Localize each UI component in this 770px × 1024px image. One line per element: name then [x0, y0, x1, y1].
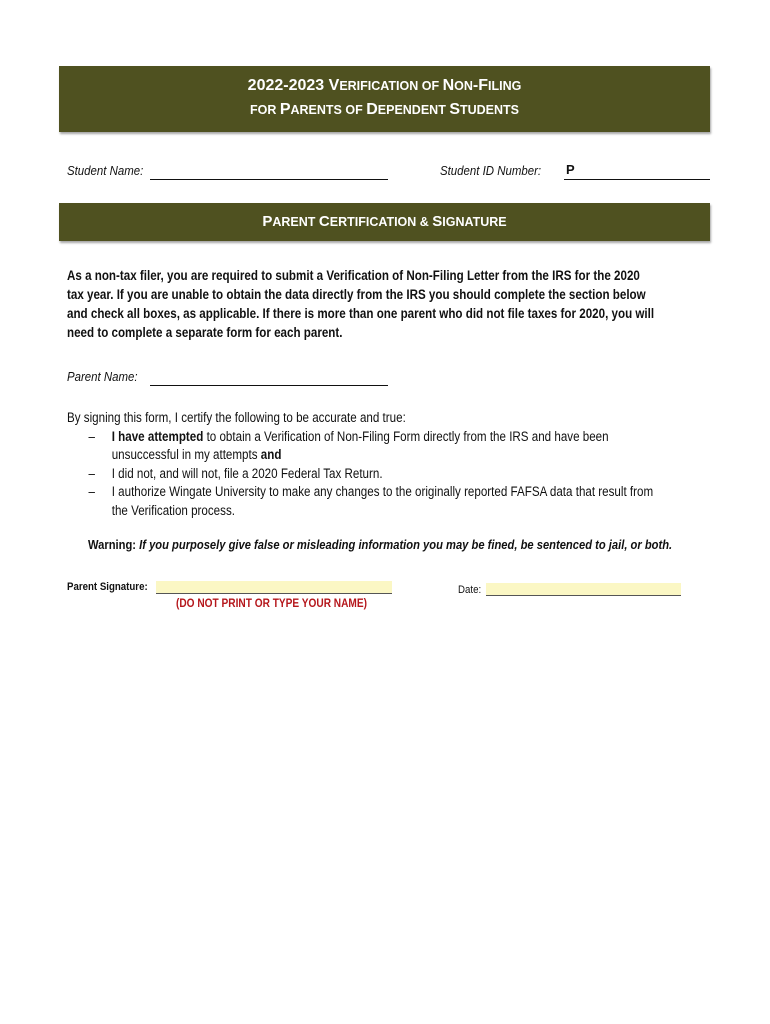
form-title-banner — [59, 66, 710, 132]
parent-name-field[interactable] — [150, 371, 388, 386]
warning-statement: Warning: If you purposely give false or misleading information you may be fined, be sentenced to jail, or both. — [88, 537, 673, 552]
date-label: Date: — [458, 584, 482, 596]
student-name-field[interactable] — [150, 165, 388, 180]
dash-bullet: – — [88, 465, 95, 481]
intro-line: tax year. If you are unable to obtain the data directly from the IRS you should complete the section below — [67, 287, 646, 302]
date-field[interactable] — [486, 583, 681, 596]
parent-name-label: Parent Name: — [67, 369, 138, 384]
student-id-label: Student ID Number: — [440, 163, 542, 178]
form-title-line-1: 2022-2023 VERIFICATION OF NON-FILING — [247, 77, 522, 94]
certification-item-1: – I have attempted to obtain a Verification of Non-Filing Form directly from the IRS and have been unsuccessful in my attempts and — [88, 428, 609, 462]
section-banner-parent-certification: PARENT CERTIFICATION & SIGNATURE — [59, 203, 710, 241]
certification-item-3: – I authorize Wingate University to make any changes to the originally reported FAFSA data that result from the Verification process. — [88, 484, 654, 518]
dash-bullet: – — [88, 428, 95, 444]
intro-paragraph — [67, 266, 686, 342]
parent-signature-label: Parent Signature: — [67, 581, 148, 593]
intro-line: As a non-tax filer, you are required to submit a Verification of Non-Filing Letter from the IRS for the 2020 — [67, 268, 640, 283]
signature-instruction-note: (DO NOT PRINT OR TYPE YOUR NAME) — [176, 598, 367, 610]
dash-bullet: – — [88, 484, 95, 499]
parent-signature-field[interactable] — [156, 581, 392, 594]
student-name-label: Student Name: — [67, 163, 144, 178]
certification-lead: By signing this form, I certify the following to be accurate and true: — [67, 410, 406, 425]
student-id-prefix: P — [566, 162, 575, 177]
certification-statements — [67, 409, 721, 520]
certification-item-2: – I did not, and will not, file a 2020 Federal Tax Return. — [67, 465, 721, 484]
student-id-field[interactable] — [564, 165, 710, 180]
form-title-line-2: FOR PARENTS OF DEPENDENT STUDENTS — [249, 101, 520, 118]
intro-line: and check all boxes, as applicable. If there is more than one parent who did not file taxes for 2020, you will — [67, 306, 655, 321]
intro-line: need to complete a separate form for each parent. — [67, 325, 343, 340]
